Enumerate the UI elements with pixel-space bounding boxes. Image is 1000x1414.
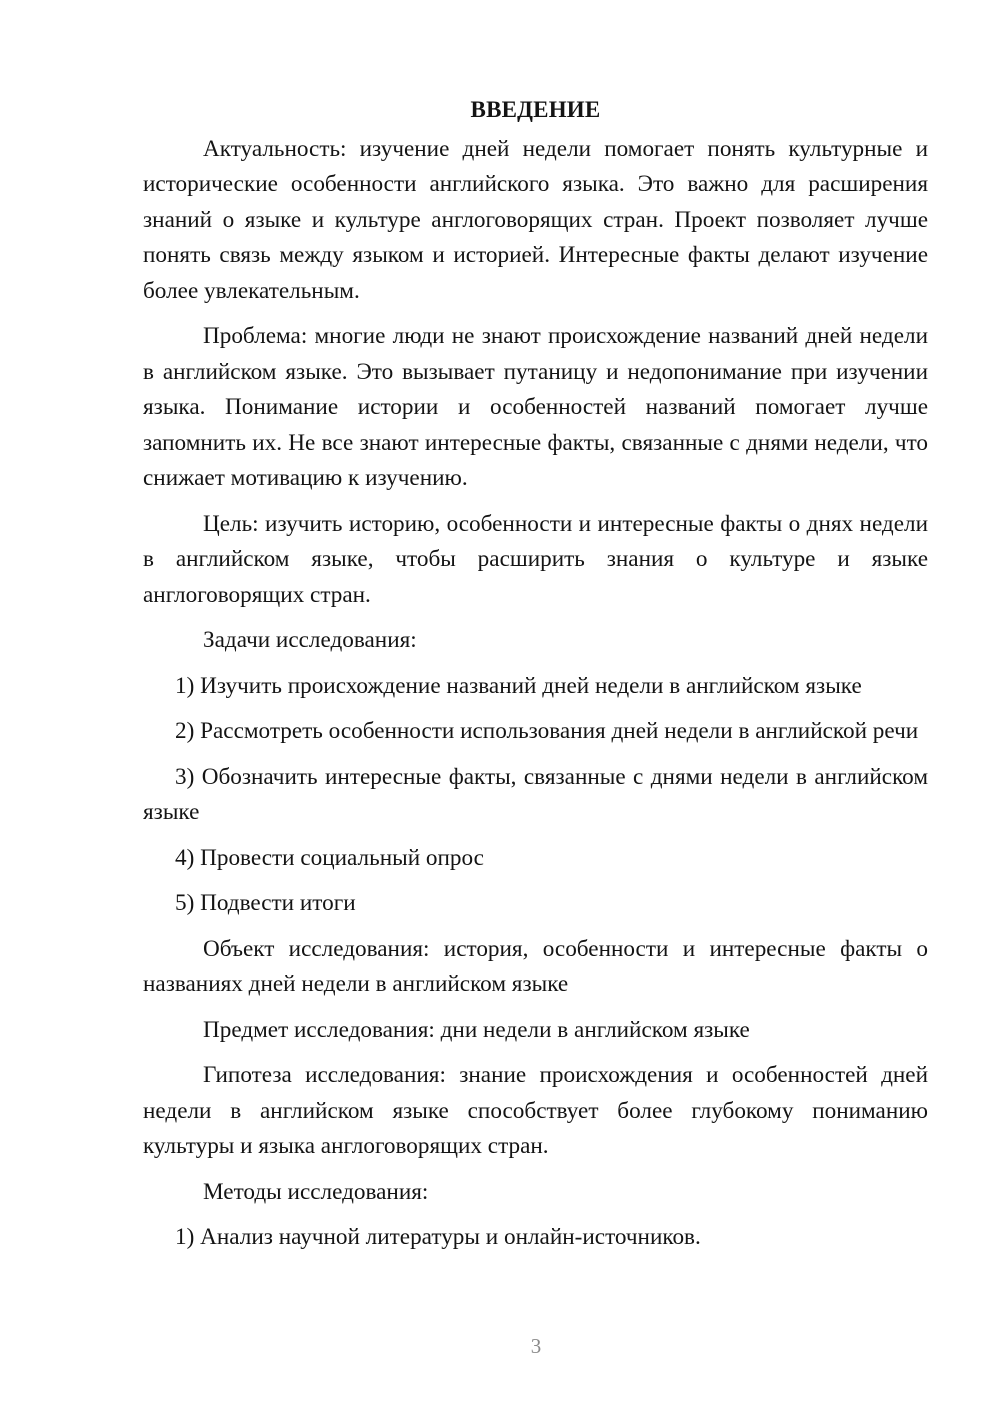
task-item: 3) Обозначить интересные факты, связанные с днями недели в английском языке	[143, 763, 928, 825]
subject-paragraph: Предмет исследования: дни недели в английском языке	[203, 1016, 750, 1043]
relevance-paragraph: Актуальность: изучение дней недели помогает понять культурные и исторические особенности английского языка. Это важно для расширения знаний о языке и культуре англоговорящих стран. Проект позволяет лучше понять связь между языком и историей. Интересные факты делают изучение более увлекательным.	[143, 135, 928, 304]
page-number: 3	[530, 1334, 542, 1358]
page-title: ВВЕДЕНИЕ	[470, 97, 601, 122]
object-paragraph: Объект исследования: история, особенности и интересные факты о названиях дней недели в английском языке	[143, 935, 928, 997]
tasks-heading: Задачи исследования:	[203, 627, 417, 653]
task-item: 2) Рассмотреть особенности использования дней недели в английской речи	[175, 718, 919, 744]
methods-heading: Методы исследования:	[203, 1178, 429, 1205]
goal-paragraph: Цель: изучить историю, особенности и интересные факты о днях недели в английском языке, чтобы расширить знания о культуре и языке англоговорящих стран.	[143, 510, 928, 608]
method-item: 1) Анализ научной литературы и онлайн-источников.	[175, 1224, 701, 1250]
methods-list	[143, 1220, 928, 1256]
task-item: 5) Подвести итоги	[175, 890, 356, 916]
problem-paragraph: Проблема: многие люди не знают происхождение названий дней недели в английском языке. Это вызывает путаницу и недопонимание при изучении языка. Понимание истории и особенностей названий помогает лучше запомнить их. Не все знают интересные факты, связанные с днями недели, что снижает мотивацию к изучению.	[143, 323, 928, 491]
hypothesis-paragraph: Гипотеза исследования: знание происхождения и особенностей дней недели в английском языке способствует более глубокому пониманию культуры и языка англоговорящих стран.	[143, 1062, 928, 1159]
tasks-list	[143, 669, 928, 922]
task-item: 4) Провести социальный опрос	[175, 844, 484, 871]
document-page	[143, 92, 928, 1266]
task-item: 1) Изучить происхождение названий дней недели в английском языке	[175, 672, 862, 699]
